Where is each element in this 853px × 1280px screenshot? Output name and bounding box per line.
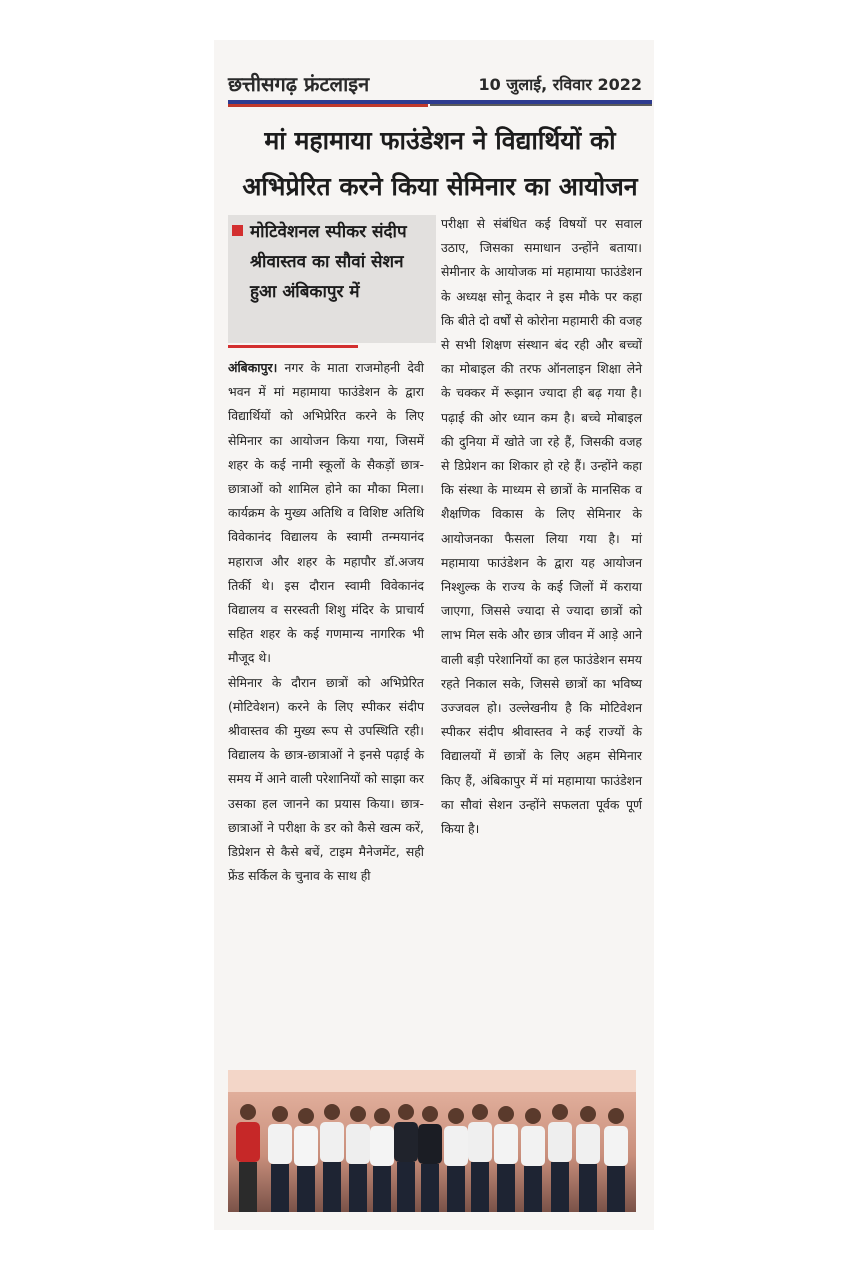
masthead <box>228 70 648 100</box>
article-paragraph-2: सेमिनार के दौरान छात्रों को अभिप्रेरित (मोटिवेशन) करने के लिए स्पीकर संदीप श्रीवास्तव की मुख्य रूप से उपस्थिति रही। विद्यालय के छात्र-छात्राओं ने इनसे पढ़ाई के समय में आने वाली परेशानियों को साझा कर उसका हल जानने का प्रयास किया। छात्र-छात्राओं ने परीक्षा के डर को कैसे खत्म करें, डिप्रेशन से कैसे बचें, टाइम मैनेजमेंट, सही फ्रेंड सर्किल के चुनाव के साथ ही <box>228 674 424 884</box>
paragraph-1-text: नगर के माता राजमोहनी देवी भवन में मां महामाया फाउंडेशन के द्वारा विद्यार्थियों को अभिप्रेरित करने के लिए सेमिनार का आयोजन किया गया, जिसमें शहर के कई नामी स्कूलों के सैकड़ों छात्र-छात्राओं को शामिल होने का मौका मिला। कार्यक्रम के मुख्य अतिथि व विशिष्ट अतिथि विवेकानंद विद्यालय के स्वामी तन्मयानंद महाराज और शहर के महापौर डॉ.अजय तिर्की थे। इस दौरान स्वामी विवेकानंद विद्यालय व सरस्वती शिशु मंदिर के प्राचार्य सहित शहर के कई गणमान्य नागरिक भी मौजूद थे। <box>228 360 424 666</box>
group-photo <box>228 1070 636 1212</box>
subheadline-underline <box>228 345 358 348</box>
article-column-1 <box>228 356 424 888</box>
article-headline: मां महामाया फाउंडेशन ने विद्यार्थियों को अभिप्रेरित करने किया सेमिनार का आयोजन <box>242 126 638 201</box>
dateline-place: अंबिकापुर। <box>228 360 278 375</box>
subheadline: मोटिवेशनल स्पीकर संदीप श्रीवास्तव का सौवां सेशन हुआ अंबिकापुर में <box>250 222 407 302</box>
masthead-thin-rule <box>430 104 652 106</box>
article-paragraph-1 <box>228 356 424 671</box>
column-2-text: परीक्षा से संबंधित कई विषयों पर सवाल उठाए, जिसका समाधान उन्होंने बताया। सेमीनार के आयोजक मां महामाया फाउंडेशन के अध्यक्ष सोनू केदार ने इस मौके पर कहा कि बीते दो वर्षों से कोरोना महामारी की वजह से सभी शिक्षण संस्थान बंद रही और बच्चों का मोबाइल की तरफ ऑनलाइन शिक्षा लेने के चक्कर में रूझान ज्यादा ही बढ़ गया है। पढ़ाई की ओर ध्यान कम है। बच्चे मोबाइल की दुनिया में खोते जा रहे हैं, जिसकी वजह से डिप्रेशन का शिकार हो रहे हैं। उन्होंने कहा कि संस्था के माध्यम से छात्रों के मानसिक व शैक्षणिक विकास के लिए सेमिनार के आयोजनका फैसला लिया गया है। मां महामाया फाउंडेशन के द्वारा यह आयोजन निश्शुल्क के राज्य के कई जिलों में कराया जाएगा, जिससे ज्यादा से ज्यादा छात्रों को लाभ मिल सके और छात्र जीवन में आड़े आने वाली बड़ी परेशानियों का हल फाउंडेशन समय रहते निकाल सके, जिससे छात्रों का भविष्य उज्जवल हो। उल्लेखनीय है कि मोटिवेशन स्पीकर संदीप श्रीवास्तव ने कई राज्यों के विद्यालयों में छात्रों के लिए अहम सेमिनार किए हैं, अंबिकापुर में मां महामाया फाउंडेशन का सौवां सेशन उन्होंने सफलता पूर्वक पूर्ण किया है। <box>441 216 642 837</box>
issue-date: 10 जुलाई, रविवार 2022 <box>478 75 642 94</box>
subheadline-box <box>228 215 436 343</box>
masthead-accent-rule <box>228 104 428 107</box>
red-square-bullet-icon <box>232 225 243 236</box>
article-column-2 <box>441 212 642 841</box>
publication-name: छत्तीसगढ़ फ्रंटलाइन <box>228 72 370 96</box>
